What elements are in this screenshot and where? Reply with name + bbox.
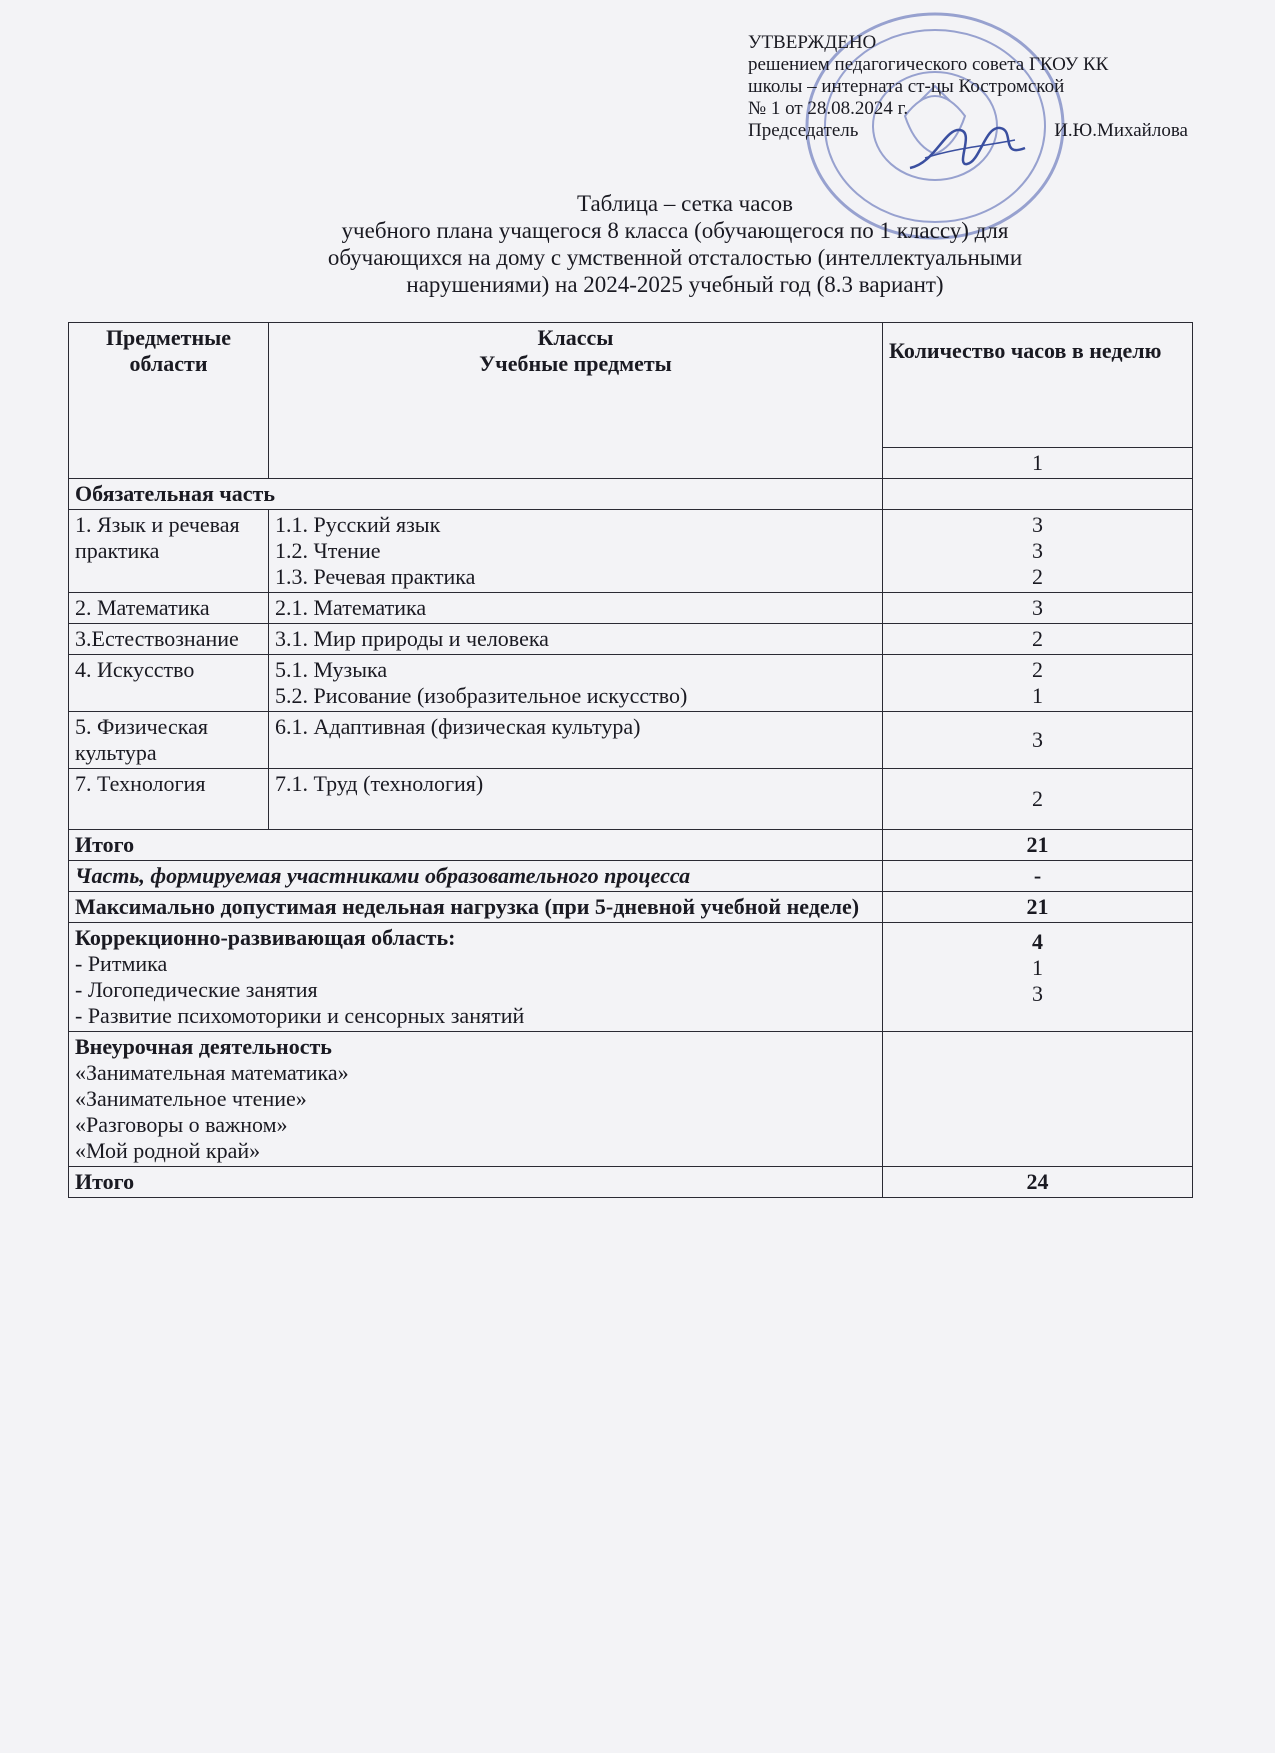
chair-name: И.Ю.Михайлова bbox=[1054, 120, 1188, 141]
area-cell: 1. Язык и речевая практика bbox=[69, 510, 269, 593]
title-line-3: обучающихся на дому с умственной отсталостью (интеллектуальными bbox=[327, 245, 1023, 270]
hours-value: 2 bbox=[883, 624, 1193, 655]
table-row bbox=[69, 923, 1193, 1032]
table-row bbox=[69, 655, 1193, 712]
table-row bbox=[69, 830, 1193, 861]
header-areas: Предметные области bbox=[69, 323, 269, 479]
total-value: 21 bbox=[883, 830, 1193, 861]
hours-value: 2 bbox=[883, 769, 1193, 830]
hours-value: 1 bbox=[1032, 683, 1043, 708]
chair-label: Председатель bbox=[748, 120, 859, 141]
subject-item: 1.3. Речевая практика bbox=[275, 564, 476, 589]
table-row bbox=[69, 861, 1193, 892]
table-row bbox=[69, 892, 1193, 923]
extracurricular-item: «Мой родной край» bbox=[75, 1138, 261, 1163]
table-row bbox=[69, 479, 1193, 510]
approval-block bbox=[748, 32, 1198, 142]
table-row bbox=[69, 510, 1193, 593]
area-cell: 3.Естествознание bbox=[69, 624, 269, 655]
header-subjects: Учебные предметы bbox=[479, 351, 672, 376]
extracurricular-item: «Занимательная математика» bbox=[75, 1060, 349, 1085]
table-row bbox=[69, 712, 1193, 769]
table-header-row bbox=[69, 323, 1193, 448]
correction-heading: Коррекционно-развивающая область: bbox=[75, 925, 456, 950]
subject-item: 2.1. Математика bbox=[269, 593, 883, 624]
extracurricular-cell bbox=[69, 1032, 883, 1167]
table-row bbox=[69, 1167, 1193, 1198]
extracurricular-heading: Внеурочная деятельность bbox=[75, 1034, 332, 1059]
max-load-value: 21 bbox=[883, 892, 1193, 923]
subject-item: 6.1. Адаптивная (физическая культура) bbox=[269, 712, 883, 769]
hours-value: 2 bbox=[1032, 657, 1043, 682]
header-hours: Количество часов в неделю bbox=[883, 323, 1193, 448]
hours-table bbox=[68, 322, 1193, 1198]
subject-item: 7.1. Труд (технология) bbox=[269, 769, 883, 830]
hours-value: 3 bbox=[1032, 538, 1043, 563]
hours-value: 2 bbox=[1032, 564, 1043, 589]
correction-cell bbox=[69, 923, 883, 1032]
hours-value: 3 bbox=[1032, 512, 1043, 537]
correction-item: - Развитие психомоторики и сенсорных занятий bbox=[75, 1003, 525, 1028]
table-row bbox=[69, 624, 1193, 655]
approval-line-3: № 1 от 28.08.2024 г. bbox=[748, 98, 909, 119]
correction-value: 3 bbox=[1032, 981, 1043, 1006]
area-cell: 7. Технология bbox=[69, 769, 269, 830]
approval-line-2: школы – интерната ст-цы Костромской bbox=[748, 76, 1065, 97]
correction-value: 1 bbox=[1032, 955, 1043, 980]
hours-value: 3 bbox=[883, 593, 1193, 624]
document-title bbox=[200, 190, 1150, 298]
area-cell: 2. Математика bbox=[69, 593, 269, 624]
mandatory-part-label: Обязательная часть bbox=[69, 479, 883, 510]
approval-line-1: решением педагогического совета ГКОУ КК bbox=[748, 54, 1109, 75]
correction-values bbox=[883, 923, 1193, 1032]
title-line-2: учебного плана учащегося 8 класса (обучающегося по 1 классу) для bbox=[341, 218, 1009, 243]
total-label: Итого bbox=[69, 830, 883, 861]
subject-item: 1.2. Чтение bbox=[275, 538, 381, 563]
subject-item: 5.1. Музыка bbox=[275, 657, 388, 682]
participants-part-value: - bbox=[883, 861, 1193, 892]
subject-item: 3.1. Мир природы и человека bbox=[269, 624, 883, 655]
header-classes-subjects bbox=[269, 323, 883, 479]
table-row bbox=[69, 593, 1193, 624]
area-cell: 4. Искусство bbox=[69, 655, 269, 712]
title-line-4: нарушениями) на 2024-2025 учебный год (8.3 вариант) bbox=[406, 272, 944, 297]
title-line-1: Таблица – сетка часов bbox=[577, 191, 793, 216]
participants-part-label: Часть, формируемая участниками образовательного процесса bbox=[69, 861, 883, 892]
hours-value: 3 bbox=[883, 712, 1193, 769]
correction-item: - Логопедические занятия bbox=[75, 977, 318, 1002]
subjects-cell bbox=[269, 655, 883, 712]
approval-chair-line bbox=[748, 120, 1188, 142]
hours-cell bbox=[883, 655, 1193, 712]
extracurricular-value bbox=[883, 1032, 1193, 1167]
header-class-number: 1 bbox=[883, 448, 1193, 479]
max-load-label: Максимально допустимая недельная нагрузка (при 5-дневной учебной неделе) bbox=[69, 892, 883, 923]
header-classes: Классы bbox=[537, 325, 614, 350]
subject-item: 5.2. Рисование (изобразительное искусство) bbox=[275, 683, 688, 708]
extracurricular-item: «Разговоры о важном» bbox=[75, 1112, 288, 1137]
hours-cell bbox=[883, 510, 1193, 593]
final-total-value: 24 bbox=[883, 1167, 1193, 1198]
subject-item: 1.1. Русский язык bbox=[275, 512, 441, 537]
extracurricular-item: «Занимательное чтение» bbox=[75, 1086, 307, 1111]
correction-value: 4 bbox=[1032, 929, 1043, 954]
table-row bbox=[69, 769, 1193, 830]
mandatory-part-value bbox=[883, 479, 1193, 510]
final-total-label: Итого bbox=[69, 1167, 883, 1198]
table-row bbox=[69, 1032, 1193, 1167]
subjects-cell bbox=[269, 510, 883, 593]
approval-heading: УТВЕРЖДЕНО bbox=[748, 32, 877, 53]
correction-item: - Ритмика bbox=[75, 951, 168, 976]
area-cell: 5. Физическая культура bbox=[69, 712, 269, 769]
